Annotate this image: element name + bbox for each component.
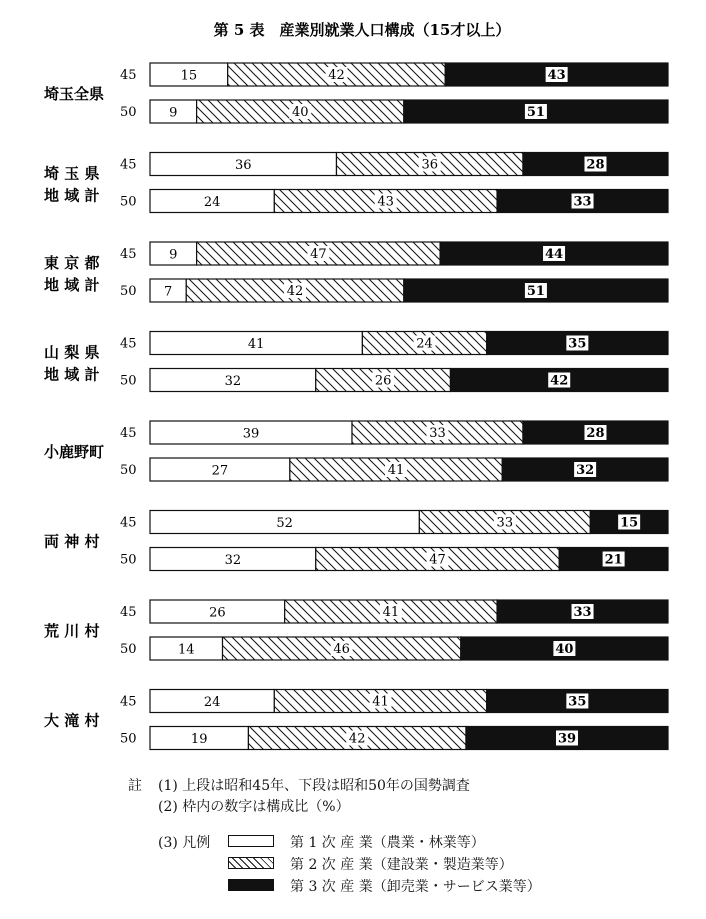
legend-text-primary: 第 1 次 産 業（農業・林業等）	[290, 835, 485, 851]
data-label-7-0-0: 24	[203, 695, 221, 710]
data-label-6-1-1: 46	[333, 642, 350, 657]
data-label-1-0-0: 36	[234, 158, 252, 173]
year-label-5-1: 50	[120, 552, 137, 568]
data-label-7-0-2: 35	[568, 694, 587, 710]
data-label-1-1-2: 33	[573, 194, 592, 210]
data-label-6-1-2: 40	[555, 642, 574, 657]
group-label-5: 両 神 村	[44, 532, 100, 551]
data-label-7-1-2: 39	[557, 731, 577, 747]
group-label-2: 東 京 都	[44, 254, 100, 272]
data-label-3-1-1: 26	[374, 373, 392, 389]
year-label-7-1: 50	[120, 731, 137, 747]
year-label-3-0: 45	[120, 336, 137, 352]
data-label-0-1-0: 9	[169, 105, 178, 121]
group-label-6: 荒 川 村	[44, 622, 100, 640]
data-label-6-1-0: 14	[177, 642, 195, 658]
group-label-0: 埼玉全県	[44, 85, 105, 103]
data-label-2-1-2: 51	[526, 284, 545, 299]
chart-title: 第 5 表 産業別就業人口構成（15才以上）	[213, 21, 511, 39]
year-label-2-0: 45	[120, 247, 137, 262]
year-label-7-0: 45	[120, 694, 137, 710]
data-label-2-0-2: 44	[544, 247, 564, 262]
group-label-3: 山 梨 県	[44, 343, 100, 362]
data-label-0-0-0: 15	[180, 68, 198, 84]
data-label-6-0-2: 33	[573, 605, 592, 620]
data-label-3-1-2: 42	[550, 373, 569, 389]
data-label-6-0-1: 41	[382, 605, 400, 620]
year-label-3-1: 50	[120, 373, 137, 389]
data-label-5-0-1: 33	[496, 515, 514, 531]
data-label-1-1-0: 24	[203, 195, 221, 210]
year-label-1-0: 45	[120, 157, 137, 173]
data-label-3-0-1: 24	[416, 336, 433, 352]
year-label-4-1: 50	[120, 463, 137, 478]
data-label-6-0-0: 26	[209, 605, 226, 621]
data-label-2-1-0: 7	[163, 284, 173, 300]
data-label-0-1-2: 51	[526, 105, 545, 120]
data-label-2-0-1: 47	[310, 247, 327, 262]
legend-text-tertiary: 第 3 次 産 業（卸売業・サービス業等）	[290, 879, 541, 895]
year-label-5-0: 45	[120, 515, 137, 531]
data-label-7-0-1: 41	[372, 694, 389, 710]
data-label-5-0-0: 52	[276, 516, 293, 531]
data-label-7-1-1: 42	[348, 731, 366, 747]
legend-swatch-white	[228, 835, 274, 847]
data-label-7-1-0: 19	[190, 732, 208, 747]
year-label-1-1: 50	[120, 194, 137, 210]
legend-swatch-black	[228, 879, 274, 891]
data-label-4-1-1: 41	[387, 463, 405, 478]
year-label-2-1: 50	[120, 284, 137, 299]
year-label-6-1: 50	[120, 642, 137, 657]
data-label-0-0-2: 43	[547, 68, 566, 83]
legend-text-secondary: 第 2 次 産 業（建設業・製造業等）	[290, 857, 513, 873]
group-label-2: 地 域 計	[44, 276, 100, 294]
data-label-1-0-2: 28	[586, 157, 605, 173]
data-label-5-1-2: 21	[604, 552, 623, 568]
year-label-6-0: 45	[120, 605, 137, 620]
group-label-3: 地 域 計	[44, 365, 100, 384]
legend-swatch-hatched	[228, 857, 274, 869]
data-label-1-1-1: 43	[377, 194, 394, 210]
data-label-2-0-0: 9	[169, 247, 178, 263]
data-label-3-1-0: 32	[224, 374, 242, 389]
note-text-2: (2) 枠内の数字は構成比（%）	[158, 799, 350, 815]
year-label-0-1: 50	[120, 105, 137, 120]
data-label-1-0-1: 36	[421, 157, 438, 173]
data-label-4-1-0: 27	[211, 463, 229, 479]
data-label-0-1-1: 40	[291, 105, 309, 120]
data-label-5-1-0: 32	[224, 553, 242, 568]
note-text-1: (1) 上段は昭和45年、下段は昭和50年の国勢調査	[158, 778, 470, 794]
data-label-5-0-2: 15	[620, 515, 639, 531]
notes-label: 註	[128, 778, 142, 794]
data-label-3-0-0: 41	[247, 337, 265, 352]
data-label-0-0-1: 42	[328, 68, 345, 83]
group-label-1: 地 域 計	[44, 186, 100, 205]
data-label-4-0-1: 33	[429, 426, 446, 441]
data-label-3-0-2: 35	[568, 336, 587, 352]
year-label-4-0: 45	[120, 426, 137, 441]
data-label-4-1-2: 32	[576, 463, 595, 478]
legend-label: (3) 凡例	[158, 835, 211, 851]
year-label-0-0: 45	[120, 68, 137, 83]
group-label-1: 埼 玉 県	[44, 164, 100, 183]
data-label-4-0-2: 28	[586, 426, 605, 441]
data-label-5-1-1: 47	[429, 552, 446, 568]
data-label-4-0-0: 39	[242, 426, 260, 442]
data-label-2-1-1: 42	[286, 284, 304, 299]
group-label-7: 大 滝 村	[44, 711, 100, 730]
group-label-4: 小鹿野町	[44, 443, 105, 461]
